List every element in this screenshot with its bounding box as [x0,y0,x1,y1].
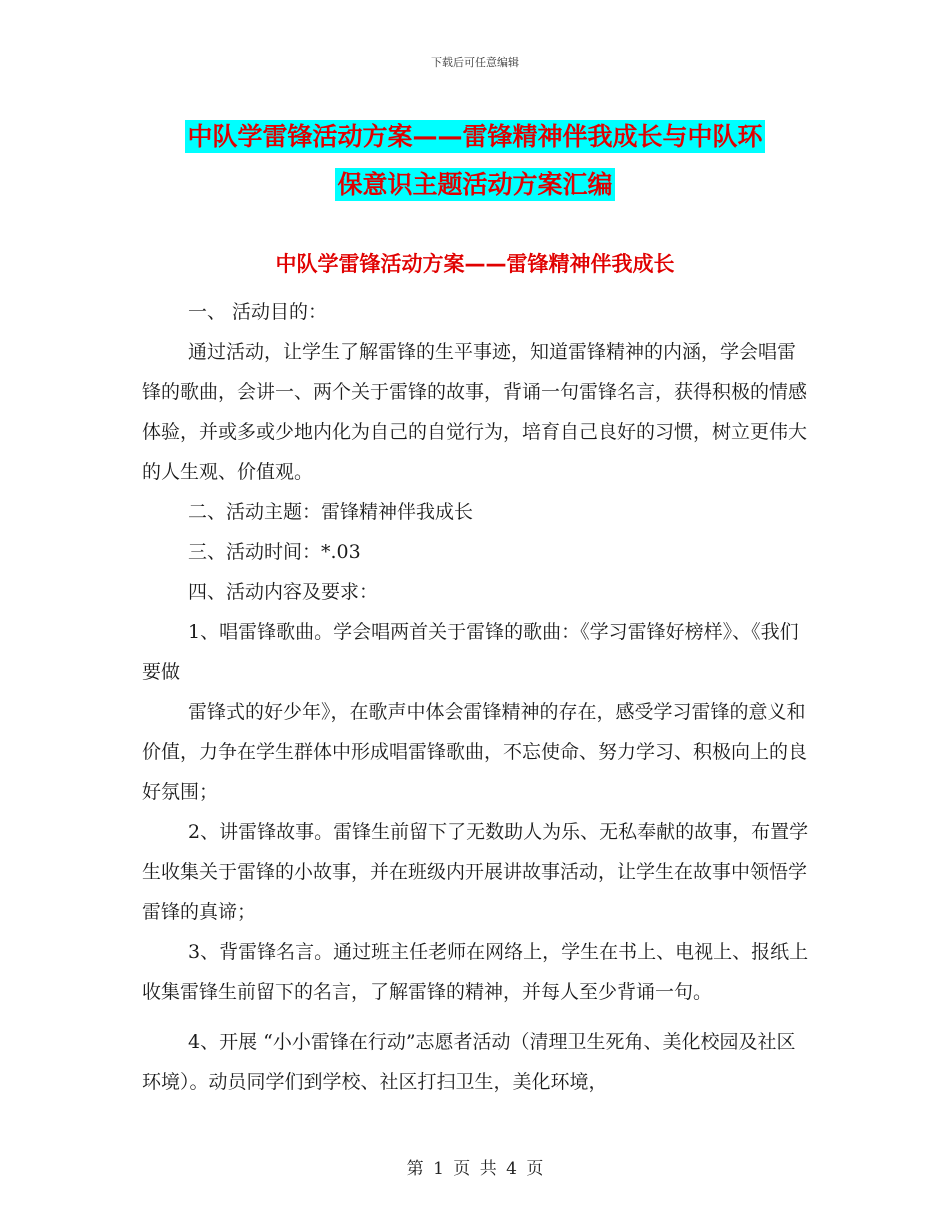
paragraph-volunteer: 4、开展 “小小雷锋在行动”志愿者活动（清理卫生死角、美化校园及社区环境）。动员同学们到学校、社区打扫卫生，美化环境， [142,1031,796,1093]
paragraph-quotes: 3、背雷锋名言。通过班主任老师在网络上，学生在书上、电视上、报纸上收集雷锋生前留下的名言，了解雷锋的精神，并每人至少背诵一句。 [142,941,809,1003]
document-title [140,113,810,209]
page-number: 第 1 页 共 4 页 [406,1159,544,1179]
document-title-line-2: 保意识主题活动方案汇编 [337,170,613,199]
header-note: 下载后可任意编辑 [431,56,519,69]
paragraph-theme: 二、活动主题：雷锋精神伴我成长 [188,501,474,523]
paragraph-time: 三、活动时间：*.03 [188,541,361,563]
paragraph-purpose: 通过活动，让学生了解雷锋的生平事迹，知道雷锋精神的内涵，学会唱雷锋的歌曲，会讲一、两个关于雷锋的故事，背诵一句雷锋名言，获得积极的情感体验，并或多或少地内化为自己的自觉行为，培育自己良好的习惯，树立更伟大的人生观、价值观。 [142,341,808,483]
paragraph-stories: 2、讲雷锋故事。雷锋生前留下了无数助人为乐、无私奉献的故事，布置学生收集关于雷锋的小故事，并在班级内开展讲故事活动，让学生在故事中领悟学雷锋的真谛； [142,821,809,923]
section-title: 中队学雷锋活动方案——雷锋精神伴我成长 [275,252,675,276]
paragraph-songs: 1、唱雷锋歌曲。学会唱两首关于雷锋的歌曲：《学习雷锋好榜样》、《我们要做 [142,621,799,683]
document-title-line-1: 中队学雷锋活动方案——雷锋精神伴我成长与中队环 [187,122,763,151]
paragraph-purpose-heading: 一、 活动目的： [188,301,328,323]
paragraph-songs-continued: 雷锋式的好少年》，在歌声中体会雷锋精神的存在，感受学习雷锋的意义和价值，力争在学生群体中形成唱雷锋歌曲，不忘使命、努力学习、积极向上的良好氛围； [142,701,808,803]
paragraph-content-heading: 四、活动内容及要求： [188,581,379,603]
document-body [142,292,812,1102]
